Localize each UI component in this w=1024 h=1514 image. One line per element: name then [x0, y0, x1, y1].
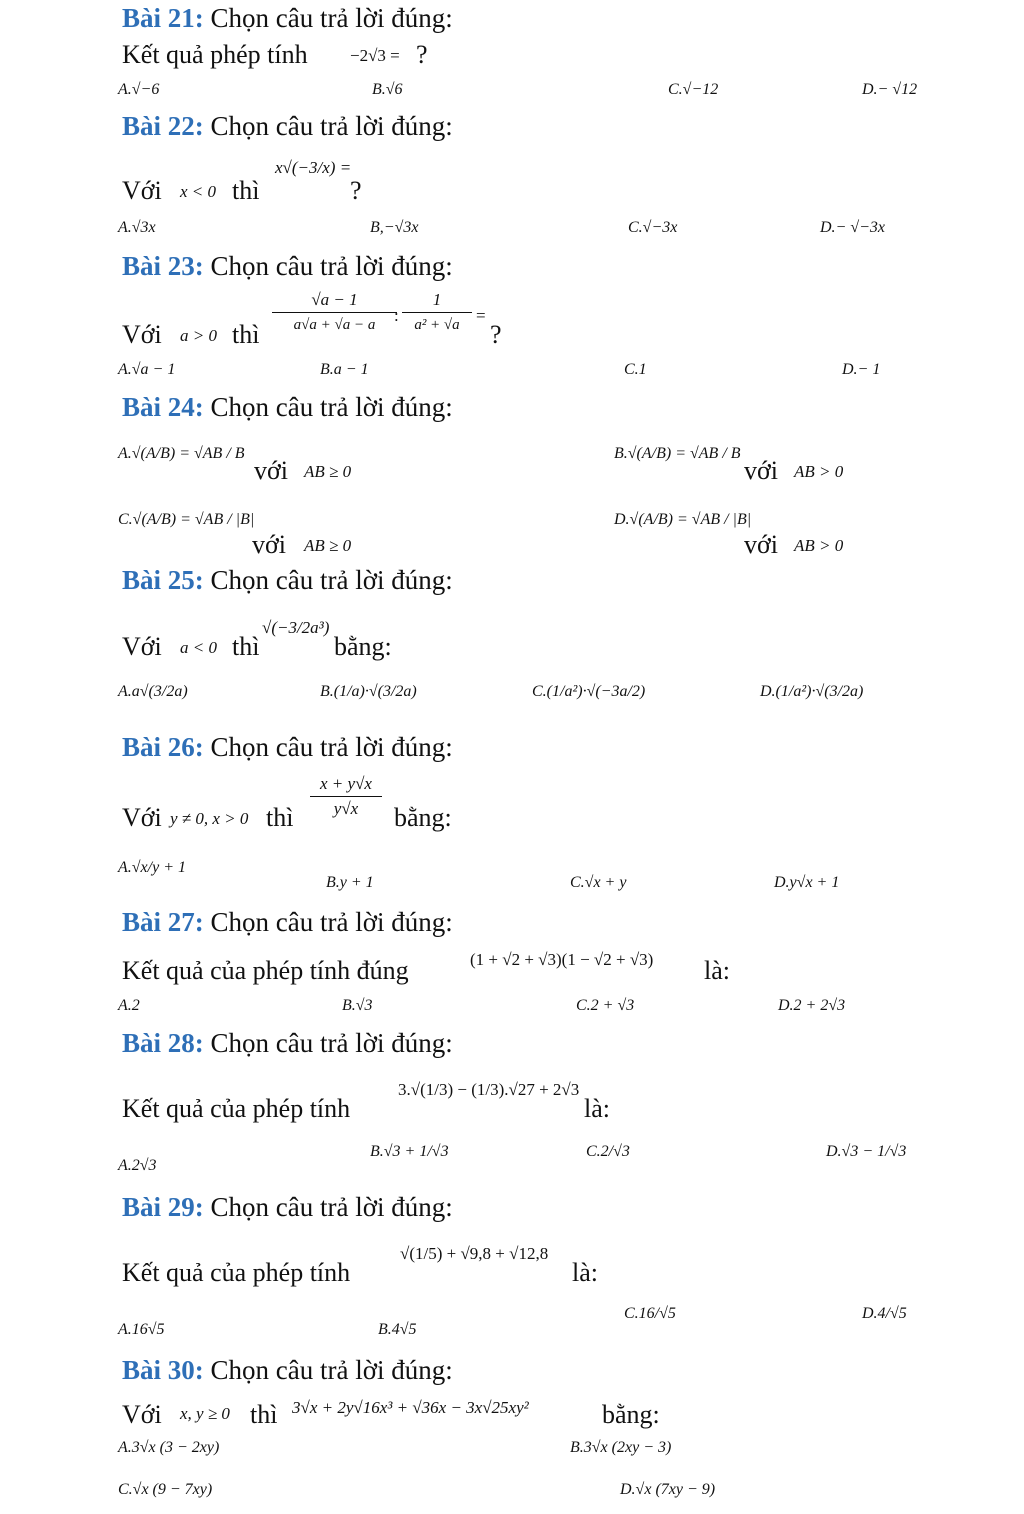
fraction-2	[402, 290, 472, 335]
option-a: A.√x/y + 1	[118, 859, 186, 876]
option-d: D.− 1	[842, 361, 881, 378]
with-text: với	[744, 530, 778, 559]
denominator: a√a + √a − a	[293, 317, 376, 333]
problem-22-heading	[122, 110, 453, 142]
option-d: D.2 + 2√3	[778, 997, 846, 1014]
option-d: D.− √−3x	[820, 219, 886, 236]
instruction: Chọn câu trả lời đúng:	[203, 732, 453, 762]
problem-number: Bài 29:	[122, 1192, 204, 1222]
problem-23-heading	[122, 250, 453, 282]
question-text: Kết quả của phép tính	[122, 1094, 351, 1123]
prefix-text: Với	[122, 176, 162, 205]
prefix-text: Với	[122, 1400, 162, 1429]
problem-number: Bài 30:	[122, 1355, 204, 1385]
option-c: C.√−3x	[628, 219, 678, 236]
with-text: với	[252, 530, 286, 559]
problem-29-heading	[122, 1191, 453, 1223]
fraction-bar	[402, 312, 472, 313]
equals-sign: =	[476, 306, 486, 325]
option-c: C.√(A/B) = √AB / |B|	[118, 511, 255, 528]
option-b: B.(1/a)·√(3/2a)	[320, 683, 417, 700]
option-a: A.√a − 1	[118, 361, 176, 378]
question-mark: ?	[416, 40, 428, 69]
option-a: A.2	[118, 997, 140, 1014]
option-d: D.√3 − 1/√3	[826, 1143, 907, 1160]
option-c: C.1	[624, 361, 647, 378]
problem-25-heading	[122, 564, 453, 596]
with-text: với	[744, 456, 778, 485]
option-c: C.√−12	[668, 81, 719, 98]
problem-number: Bài 23:	[122, 251, 204, 281]
numerator: √a − 1	[311, 290, 358, 309]
tail-text: bằng:	[602, 1400, 660, 1429]
question-text: Kết quả phép tính	[122, 40, 308, 69]
instruction: Chọn câu trả lời đúng:	[203, 1355, 453, 1385]
option-c: C.2/√3	[586, 1143, 630, 1160]
then-text: thì	[250, 1400, 278, 1429]
problem-number: Bài 26:	[122, 732, 204, 762]
option-a: A.a√(3/2a)	[118, 683, 188, 700]
tail-text: là:	[572, 1258, 598, 1287]
question-mark: ?	[490, 320, 502, 349]
option-b: B.√3 + 1/√3	[370, 1143, 449, 1160]
math-expression: −2√3 =	[350, 46, 400, 65]
condition: AB ≥ 0	[304, 462, 352, 481]
instruction: Chọn câu trả lời đúng:	[203, 3, 453, 33]
condition: AB > 0	[794, 462, 844, 481]
with-text: với	[254, 456, 288, 485]
problem-24-heading	[122, 391, 453, 423]
condition: AB ≥ 0	[304, 536, 352, 555]
problem-26-heading	[122, 731, 453, 763]
problem-28-heading	[122, 1027, 453, 1059]
condition: a > 0	[180, 326, 217, 345]
problem-number: Bài 21:	[122, 3, 204, 33]
then-text: thì	[232, 176, 260, 205]
numerator: 1	[432, 290, 442, 309]
problem-number: Bài 28:	[122, 1028, 204, 1058]
problem-21-heading	[122, 2, 453, 34]
problem-number: Bài 27:	[122, 907, 204, 937]
option-a: A.√3x	[118, 219, 156, 236]
fraction	[310, 774, 382, 819]
option-c: C.√x (9 − 7xy)	[118, 1481, 213, 1498]
option-b: B.3√x (2xy − 3)	[570, 1439, 672, 1456]
problem-number: Bài 24:	[122, 392, 204, 422]
tail-text: là:	[704, 956, 730, 985]
option-a: A.2√3	[118, 1157, 157, 1174]
option-d: D.y√x + 1	[774, 874, 840, 891]
then-text: thì	[232, 320, 260, 349]
option-d: D.(1/a²)·√(3/2a)	[760, 683, 864, 700]
problem-27-heading	[122, 906, 453, 938]
option-d: D.4/√5	[862, 1305, 907, 1322]
then-text: thì	[266, 803, 294, 832]
instruction: Chọn câu trả lời đúng:	[203, 565, 453, 595]
option-b: B.4√5	[378, 1321, 417, 1338]
instruction: Chọn câu trả lời đúng:	[203, 1192, 453, 1222]
instruction: Chọn câu trả lời đúng:	[203, 392, 453, 422]
math-expression: (1 + √2 + √3)(1 − √2 + √3)	[470, 950, 654, 969]
question-text: Kết quả của phép tính	[122, 1258, 351, 1287]
tail-text: là:	[584, 1094, 610, 1123]
option-b: B.a − 1	[320, 361, 369, 378]
prefix-text: Với	[122, 803, 162, 832]
math-expression: 3.√(1/3) − (1/3).√27 + 2√3	[398, 1080, 580, 1099]
denominator: a² + √a	[414, 317, 460, 333]
option-d: D.√(A/B) = √AB / |B|	[614, 511, 752, 528]
fraction-1	[272, 290, 397, 335]
condition: AB > 0	[794, 536, 844, 555]
option-b: B,−√3x	[370, 219, 419, 236]
prefix-text: Với	[122, 632, 162, 661]
numerator: x + y√x	[320, 774, 372, 793]
math-expression: x√(−3/x) =	[275, 158, 352, 177]
option-a: A.√(A/B) = √AB / B	[118, 445, 245, 462]
problem-number: Bài 25:	[122, 565, 204, 595]
math-expression: √(−3/2a³)	[262, 618, 330, 637]
option-b: B.√(A/B) = √AB / B	[614, 445, 741, 462]
denominator: y√x	[333, 799, 359, 818]
option-b: B.y + 1	[326, 874, 374, 891]
option-a: A.√−6	[118, 81, 160, 98]
condition: a < 0	[180, 638, 217, 657]
condition: x < 0	[180, 182, 217, 201]
option-c: C.16/√5	[624, 1305, 676, 1322]
then-text: thì	[232, 632, 260, 661]
option-b: B.√3	[342, 997, 373, 1014]
condition: y ≠ 0, x > 0	[170, 809, 249, 828]
prefix-text: Với	[122, 320, 162, 349]
divide-sign: :	[394, 306, 399, 325]
condition: x, y ≥ 0	[180, 1404, 230, 1423]
instruction: Chọn câu trả lời đúng:	[203, 111, 453, 141]
question-text: Kết quả của phép tính đúng	[122, 956, 409, 985]
math-expression: 3√x + 2y√16x³ + √36x − 3x√25xy²	[292, 1398, 529, 1417]
question-mark: ?	[350, 176, 362, 205]
fraction-bar	[272, 312, 397, 313]
option-d: D.√x (7xy − 9)	[620, 1481, 716, 1498]
option-d: D.− √12	[862, 81, 918, 98]
problem-30-heading	[122, 1354, 453, 1386]
fraction-bar	[310, 796, 382, 797]
problem-number: Bài 22:	[122, 111, 204, 141]
instruction: Chọn câu trả lời đúng:	[203, 1028, 453, 1058]
option-c: C.(1/a²)·√(−3a/2)	[532, 683, 646, 700]
tail-text: bằng:	[394, 803, 452, 832]
option-a: A.3√x (3 − 2xy)	[118, 1439, 220, 1456]
option-c: C.√x + y	[570, 874, 627, 891]
instruction: Chọn câu trả lời đúng:	[203, 907, 453, 937]
option-a: A.16√5	[118, 1321, 165, 1338]
option-c: C.2 + √3	[576, 997, 635, 1014]
instruction: Chọn câu trả lời đúng:	[203, 251, 453, 281]
option-b: B.√6	[372, 81, 403, 98]
math-expression: √(1/5) + √9,8 + √12,8	[400, 1244, 549, 1263]
tail-text: bằng:	[334, 632, 392, 661]
